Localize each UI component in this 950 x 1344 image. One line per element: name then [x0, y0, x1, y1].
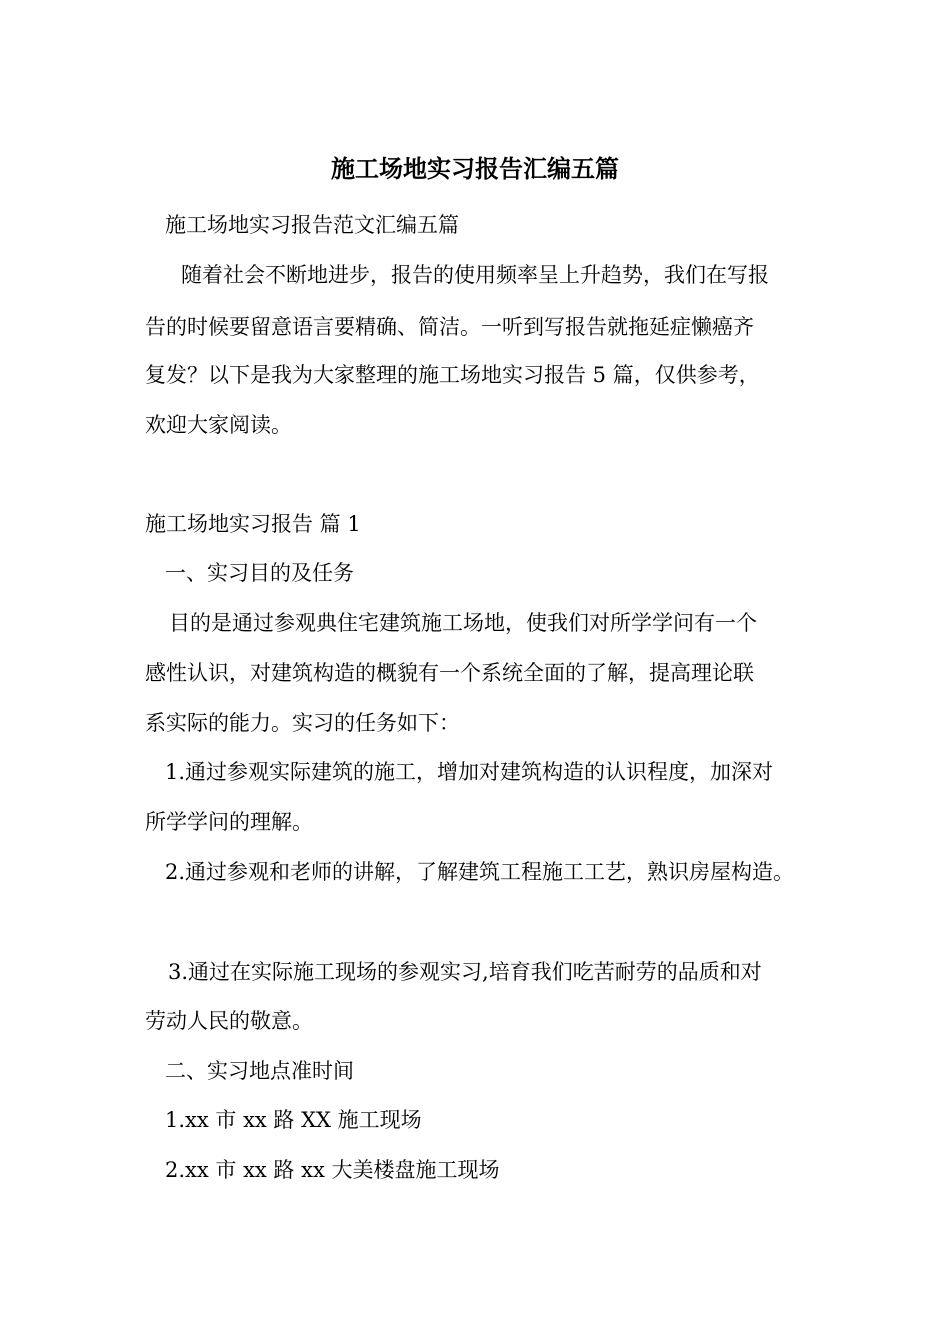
intro-line-1: 随着社会不断地进步，报告的使用频率呈上升趋势，我们在写报 [181, 263, 769, 287]
document-subtitle: 施工场地实习报告范文汇编五篇 [165, 213, 459, 237]
document-title: 施工场地实习报告汇编五篇 [331, 154, 619, 183]
heading-location: 二、实习地点准时间 [165, 1059, 354, 1083]
purpose-line-3: 系实际的能力。实习的任务如下： [145, 711, 460, 735]
location-item-2: 2.xx 市 xx 路 xx 大美楼盘施工现场 [165, 1158, 500, 1182]
section-heading: 施工场地实习报告 篇 1 [145, 512, 361, 536]
task-3-line-2: 劳动人民的敬意。 [145, 1009, 313, 1033]
task-2-line: 2.通过参观和老师的讲解，了解建筑工程施工工艺，熟识房屋构造。 [165, 860, 795, 884]
task-3-line-1: 3.通过在实际施工现场的参观实习,培育我们吃苦耐劳的品质和对 [168, 960, 762, 984]
purpose-line-1: 目的是通过参观典住宅建筑施工场地，使我们对所学学问有一个 [169, 611, 757, 635]
purpose-line-2: 感性认识，对建筑构造的概貌有一个系统全面的了解，提高理论联 [145, 661, 754, 685]
intro-line-4: 欢迎大家阅读。 [145, 413, 292, 437]
location-item-1: 1.xx 市 xx 路 XX 施工现场 [165, 1108, 422, 1132]
task-1-line-2: 所学学问的理解。 [145, 810, 313, 834]
heading-purpose: 一、实习目的及任务 [165, 561, 354, 585]
task-1-line-1: 1.通过参观实际建筑的施工，增加对建筑构造的认识程度，加深对 [165, 760, 774, 784]
intro-line-2: 告的时候要留意语言要精确、简洁。一听到写报告就拖延症懒癌齐 [145, 315, 754, 339]
intro-line-3: 复发？以下是我为大家整理的施工场地实习报告 5 篇，仅供参考， [145, 363, 760, 387]
